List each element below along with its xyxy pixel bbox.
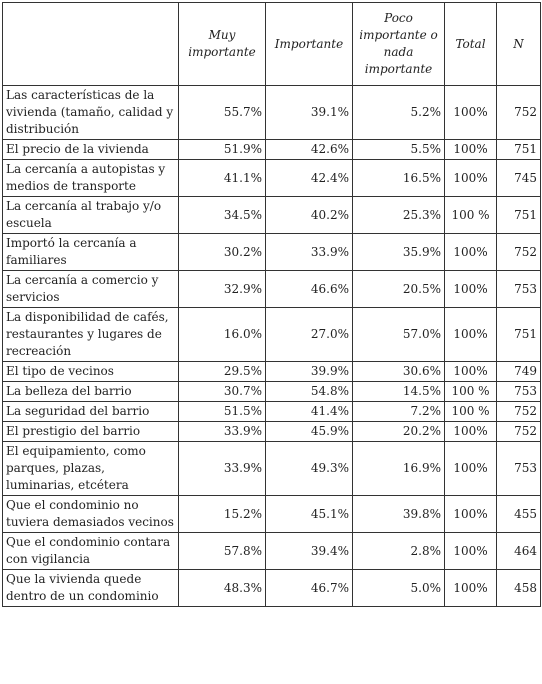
cell-total: 100% <box>445 308 497 362</box>
cell-total: 100 % <box>445 197 497 234</box>
header-importante: Importante <box>266 3 353 86</box>
cell-n: 752 <box>497 234 541 271</box>
cell-n: 751 <box>497 308 541 362</box>
table-row <box>3 382 541 402</box>
cell-n: 753 <box>497 382 541 402</box>
cell-total: 100% <box>445 442 497 496</box>
row-label: El precio de la vivienda <box>3 140 179 160</box>
cell-n: 458 <box>497 570 541 607</box>
cell-n: 745 <box>497 160 541 197</box>
row-label: La disponibilidad de cafés, restaurantes y lugares de recreación <box>3 308 179 362</box>
cell-n: 752 <box>497 86 541 140</box>
table-row <box>3 271 541 308</box>
row-label: La cercanía a comercio y servicios <box>3 271 179 308</box>
table-row <box>3 402 541 422</box>
cell-importante: 54.8% <box>266 382 353 402</box>
cell-muy-importante: 57.8% <box>179 533 266 570</box>
cell-total: 100% <box>445 86 497 140</box>
cell-total: 100% <box>445 362 497 382</box>
cell-muy-importante: 30.7% <box>179 382 266 402</box>
row-label: El tipo de vecinos <box>3 362 179 382</box>
row-label: La belleza del barrio <box>3 382 179 402</box>
cell-n: 752 <box>497 422 541 442</box>
cell-poco-importante: 5.2% <box>353 86 445 140</box>
cell-total: 100% <box>445 271 497 308</box>
cell-poco-importante: 35.9% <box>353 234 445 271</box>
table-row <box>3 362 541 382</box>
cell-poco-importante: 16.5% <box>353 160 445 197</box>
cell-total: 100% <box>445 160 497 197</box>
table-row <box>3 197 541 234</box>
cell-n: 753 <box>497 271 541 308</box>
table-row <box>3 140 541 160</box>
cell-total: 100% <box>445 570 497 607</box>
cell-muy-importante: 15.2% <box>179 496 266 533</box>
cell-muy-importante: 33.9% <box>179 422 266 442</box>
cell-total: 100% <box>445 533 497 570</box>
table-row <box>3 234 541 271</box>
cell-importante: 46.6% <box>266 271 353 308</box>
cell-importante: 33.9% <box>266 234 353 271</box>
header-total: Total <box>445 3 497 86</box>
header-muy-importante: Muy importante <box>179 3 266 86</box>
header-row <box>3 3 541 86</box>
cell-n: 753 <box>497 442 541 496</box>
cell-muy-importante: 16.0% <box>179 308 266 362</box>
row-label: Que la vivienda quede dentro de un condominio <box>3 570 179 607</box>
table-row <box>3 86 541 140</box>
header-poco-importante: Poco importante o nada importante <box>353 3 445 86</box>
cell-poco-importante: 5.0% <box>353 570 445 607</box>
cell-total: 100 % <box>445 402 497 422</box>
cell-importante: 39.4% <box>266 533 353 570</box>
survey-table <box>2 2 541 607</box>
cell-n: 751 <box>497 140 541 160</box>
cell-muy-importante: 33.9% <box>179 442 266 496</box>
row-label: Que el condominio no tuviera demasiados vecinos <box>3 496 179 533</box>
row-label: La cercanía a autopistas y medios de transporte <box>3 160 179 197</box>
cell-importante: 27.0% <box>266 308 353 362</box>
cell-poco-importante: 39.8% <box>353 496 445 533</box>
table-row <box>3 496 541 533</box>
cell-n: 752 <box>497 402 541 422</box>
cell-poco-importante: 20.2% <box>353 422 445 442</box>
cell-muy-importante: 34.5% <box>179 197 266 234</box>
row-label: Las características de la vivienda (tamaño, calidad y distribución <box>3 86 179 140</box>
cell-importante: 42.6% <box>266 140 353 160</box>
cell-muy-importante: 51.9% <box>179 140 266 160</box>
cell-importante: 45.9% <box>266 422 353 442</box>
table-row <box>3 422 541 442</box>
cell-muy-importante: 32.9% <box>179 271 266 308</box>
cell-muy-importante: 55.7% <box>179 86 266 140</box>
row-label: La seguridad del barrio <box>3 402 179 422</box>
cell-n: 749 <box>497 362 541 382</box>
table-row <box>3 160 541 197</box>
cell-muy-importante: 48.3% <box>179 570 266 607</box>
cell-muy-importante: 41.1% <box>179 160 266 197</box>
table-row <box>3 570 541 607</box>
cell-muy-importante: 30.2% <box>179 234 266 271</box>
cell-poco-importante: 57.0% <box>353 308 445 362</box>
cell-importante: 41.4% <box>266 402 353 422</box>
row-label: La cercanía al trabajo y/o escuela <box>3 197 179 234</box>
cell-poco-importante: 30.6% <box>353 362 445 382</box>
cell-importante: 42.4% <box>266 160 353 197</box>
cell-muy-importante: 29.5% <box>179 362 266 382</box>
cell-n: 751 <box>497 197 541 234</box>
cell-importante: 39.1% <box>266 86 353 140</box>
cell-importante: 40.2% <box>266 197 353 234</box>
table-row <box>3 442 541 496</box>
cell-poco-importante: 5.5% <box>353 140 445 160</box>
cell-poco-importante: 25.3% <box>353 197 445 234</box>
cell-poco-importante: 2.8% <box>353 533 445 570</box>
cell-total: 100% <box>445 422 497 442</box>
row-label: Importó la cercanía a familiares <box>3 234 179 271</box>
cell-n: 464 <box>497 533 541 570</box>
cell-importante: 45.1% <box>266 496 353 533</box>
cell-poco-importante: 7.2% <box>353 402 445 422</box>
row-label: El prestigio del barrio <box>3 422 179 442</box>
row-label: El equipamiento, como parques, plazas, luminarias, etcétera <box>3 442 179 496</box>
cell-importante: 46.7% <box>266 570 353 607</box>
cell-muy-importante: 51.5% <box>179 402 266 422</box>
cell-importante: 49.3% <box>266 442 353 496</box>
header-n: N <box>497 3 541 86</box>
cell-total: 100% <box>445 140 497 160</box>
cell-total: 100% <box>445 496 497 533</box>
header-empty <box>3 3 179 86</box>
cell-total: 100 % <box>445 382 497 402</box>
table-row <box>3 308 541 362</box>
row-label: Que el condominio contara con vigilancia <box>3 533 179 570</box>
cell-poco-importante: 16.9% <box>353 442 445 496</box>
table-row <box>3 533 541 570</box>
cell-n: 455 <box>497 496 541 533</box>
cell-importante: 39.9% <box>266 362 353 382</box>
cell-poco-importante: 14.5% <box>353 382 445 402</box>
cell-poco-importante: 20.5% <box>353 271 445 308</box>
cell-total: 100% <box>445 234 497 271</box>
